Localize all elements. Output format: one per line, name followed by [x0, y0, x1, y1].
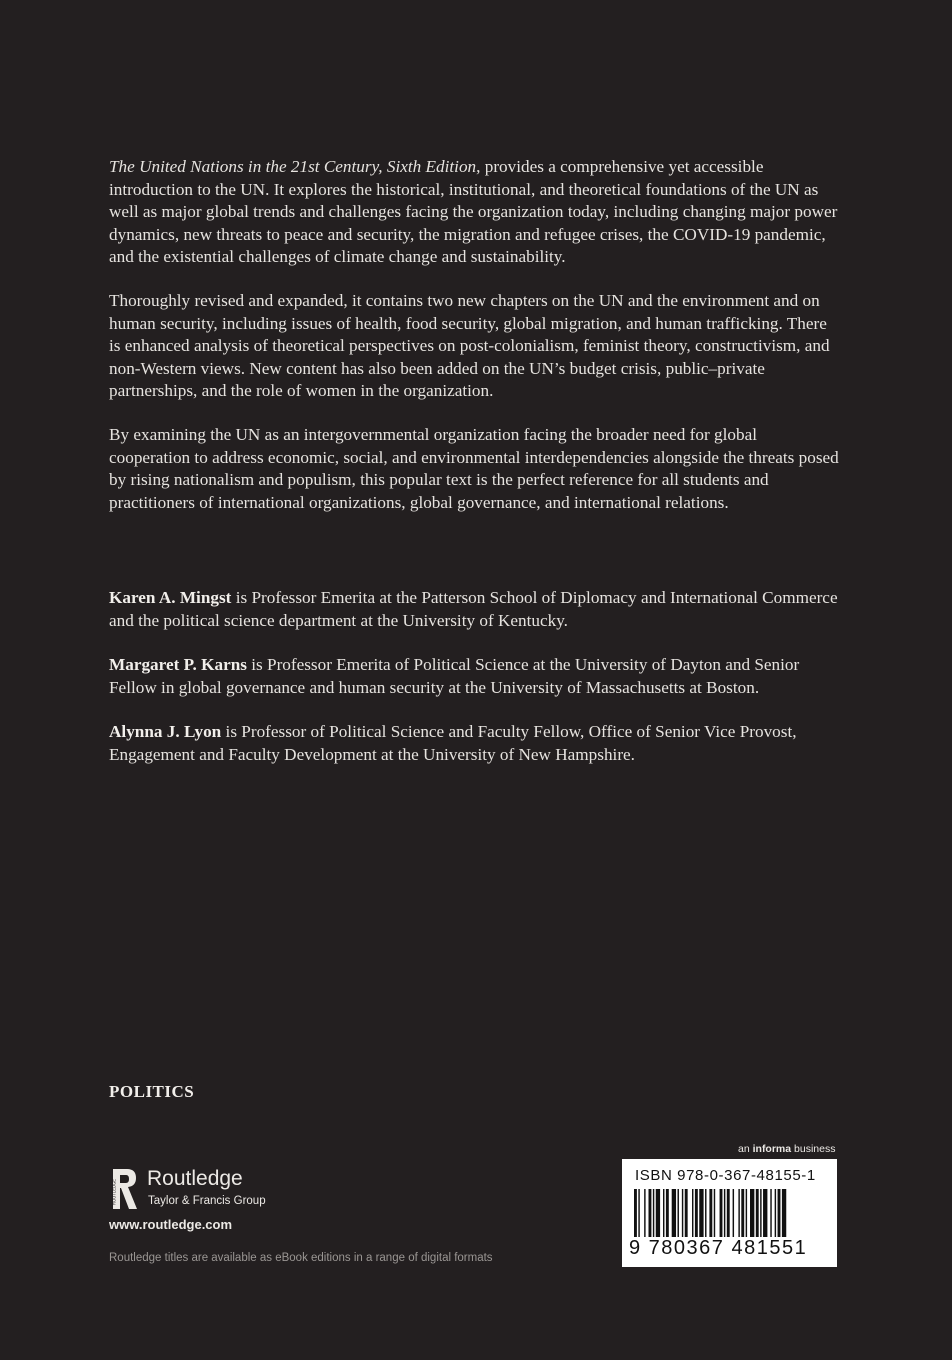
author-bio: Margaret P. Karns is Professor Emerita of Political Science at the University of Dayton and Senior Fellow in global governance and human security at the University of Massachusetts at Boston.	[109, 655, 800, 697]
book-title: The United Nations in the 21st Century, Sixth Edition	[109, 157, 477, 176]
informa-business-label: an informa business	[738, 1143, 836, 1155]
barcode-digits: 9 780367 481551	[629, 1237, 808, 1259]
ebook-note: Routledge titles are available as eBook editions in a range of digital formats	[109, 1252, 493, 1264]
subject-category: POLITICS	[109, 1082, 195, 1101]
author-bio: Karen A. Mingst is Professor Emerita at the Patterson School of Diplomacy and International Commerce and the political science department at the University of Kentucky.	[109, 588, 838, 630]
author-bios	[109, 587, 839, 789]
description-paragraph-2: Thoroughly revised and expanded, it contains two new chapters on the UN and the environment and on human security, including issues of health, food security, global migration, and human trafficking. There is enhanced analysis of theoretical perspectives on post-colonialism, feminist theory, constructivism, and non-Western views. New content has also been added on the UN’s budget crisis, public–private partnerships, and the role of women in the organization.	[109, 290, 830, 401]
publisher-tagline: Taylor & Francis Group	[148, 1195, 266, 1207]
author-name: Margaret P. Karns	[109, 655, 247, 675]
publisher-website[interactable]: www.routledge.com	[109, 1217, 233, 1232]
author-name: Alynna J. Lyon	[109, 722, 222, 742]
description-block	[109, 156, 839, 535]
routledge-r-icon	[109, 1165, 139, 1213]
author-name: Karen A. Mingst	[109, 588, 232, 607]
svg-text:ROUTLEDGE: ROUTLEDGE	[111, 1178, 117, 1205]
description-paragraph-3: By examining the UN as an intergovernmental organization facing the broader need for global cooperation to address economic, social, and environmental interdependencies alongside the threats posed by rising nationalism and populism, this popular text is the perfect reference for all students and practitioners of international organizations, global governance, and international relations.	[109, 424, 839, 512]
isbn-number: ISBN 978-0-367-48155-1	[635, 1167, 816, 1184]
author-bio: Alynna J. Lyon is Professor of Political Science and Faculty Fellow, Office of Senior Vice Provost, Engagement and Faculty Development at the University of New Hampshire.	[109, 722, 797, 764]
description-paragraph-1: The United Nations in the 21st Century, Sixth Edition, provides a comprehensive yet accessible introduction to the UN. It explores the historical, institutional, and theoretical foundations of the UN as well as major global trends and challenges facing the organization today, including changing major power dynamics, new threats to peace and security, the migration and refugee crises, the COVID-19 pandemic, and the existential challenges of climate change and sustainability.	[109, 157, 838, 267]
isbn-barcode	[622, 1159, 837, 1267]
publisher-name: Routledge	[147, 1167, 243, 1190]
